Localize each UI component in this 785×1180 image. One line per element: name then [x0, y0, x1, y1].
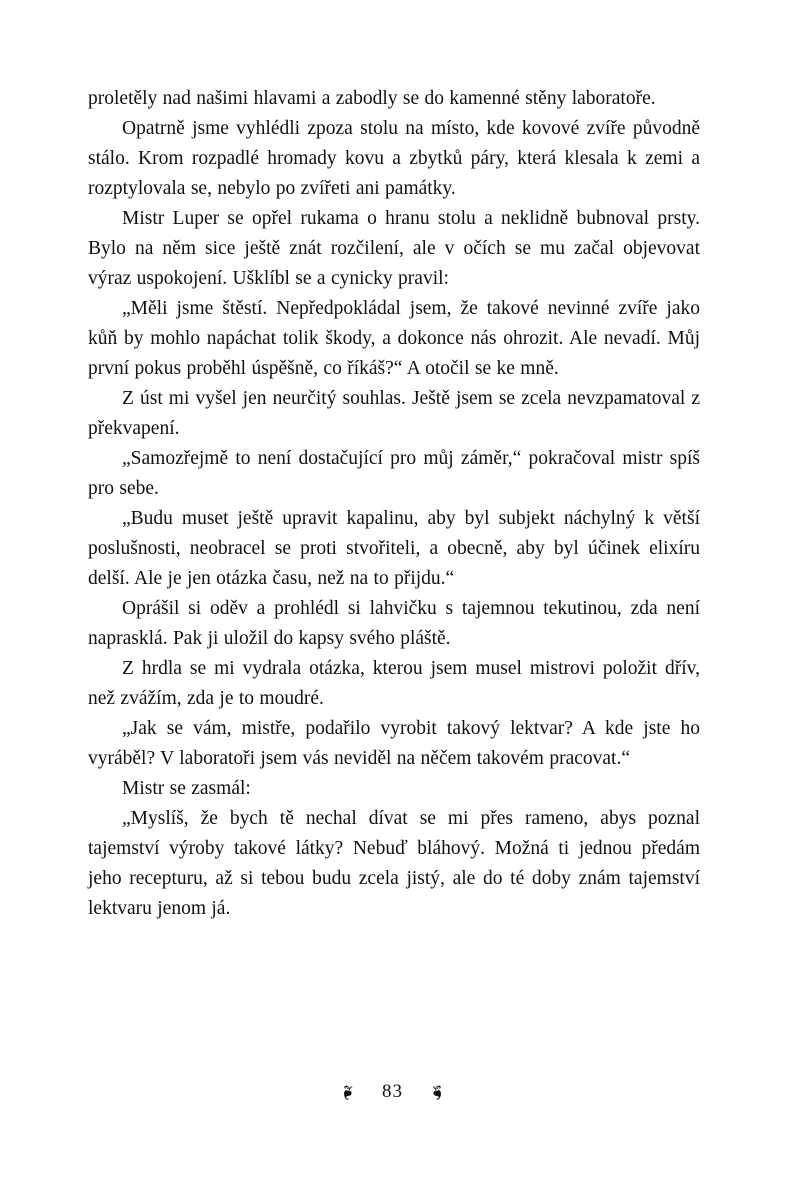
paragraph: „Myslíš, že bych tě nechal dívat se mi přes rameno, abys poznal tajemství výroby takové látky? Nebuď bláhový. Možná ti jednou předám jeho recepturu, až si tebou budu zcela jistý, ale do té doby znám tajemství lektvaru jenom já. — [88, 808, 700, 919]
paragraph: Z hrdla se mi vydrala otázka, kterou jsem musel mistrovi položit dřív, než zvážím, zda je to moudré. — [88, 658, 700, 709]
page-footer — [0, 1080, 785, 1104]
paragraph: Oprášil si oděv a prohlédl si lahvičku s tajemnou tekutinou, zda není naprasklá. Pak ji uložil do kapsy svého pláště. — [88, 598, 700, 649]
paragraph: „Budu muset ještě upravit kapalinu, aby byl subjekt náchylný k větší poslušnosti, neobracel se proti stvořiteli, a obecně, aby byl účinek elixíru delší. Ale je jen otázka času, než na to přijdu.“ — [88, 508, 700, 589]
paragraph: proletěly nad našimi hlavami a zabodly se do kamenné stěny laboratoře. — [88, 88, 656, 109]
paragraph: Z úst mi vyšel jen neurčitý souhlas. Ještě jsem se zcela nevzpamatoval z překvapení. — [88, 388, 700, 439]
paragraph: Mistr Luper se opřel rukama o hranu stolu a neklidně bubnoval prsty. Bylo na něm sice ještě znát rozčilení, ale v očích se mu začal objevovat výraz uspokojení. Ušklíbl se a cynicky pravil: — [88, 208, 700, 289]
paragraph: „Samozřejmě to není dostačující pro můj záměr,“ pokračoval mistr spíš pro sebe. — [88, 448, 700, 499]
paragraph: „Měli jsme štěstí. Nepředpokládal jsem, že takové nevinné zvíře jako kůň by mohlo napáchat tolik škody, a dokonce nás ohrozit. Ale nevadí. Můj první pokus proběhl úspěšně, co říkáš?“ A otočil se ke mně. — [88, 298, 700, 379]
fleuron-right-icon: ❧ — [425, 1083, 450, 1101]
page-number: 83 — [382, 1081, 403, 1102]
fleuron-left-icon: ❧ — [335, 1083, 360, 1101]
paragraph: Mistr se zasmál: — [122, 778, 251, 799]
paragraph: Opatrně jsme vyhlédli zpoza stolu na místo, kde kovové zvíře původně stálo. Krom rozpadlé hromady kovu a zbytků páry, která klesala k zemi a rozptylovala se, nebylo po zvířeti ani památky. — [88, 118, 700, 199]
paragraph: „Jak se vám, mistře, podařilo vyrobit takový lektvar? A kde jste ho vyráběl? V laboratoři jsem vás neviděl na něčem takovém pracovat.“ — [88, 718, 700, 769]
text-block — [88, 84, 700, 924]
